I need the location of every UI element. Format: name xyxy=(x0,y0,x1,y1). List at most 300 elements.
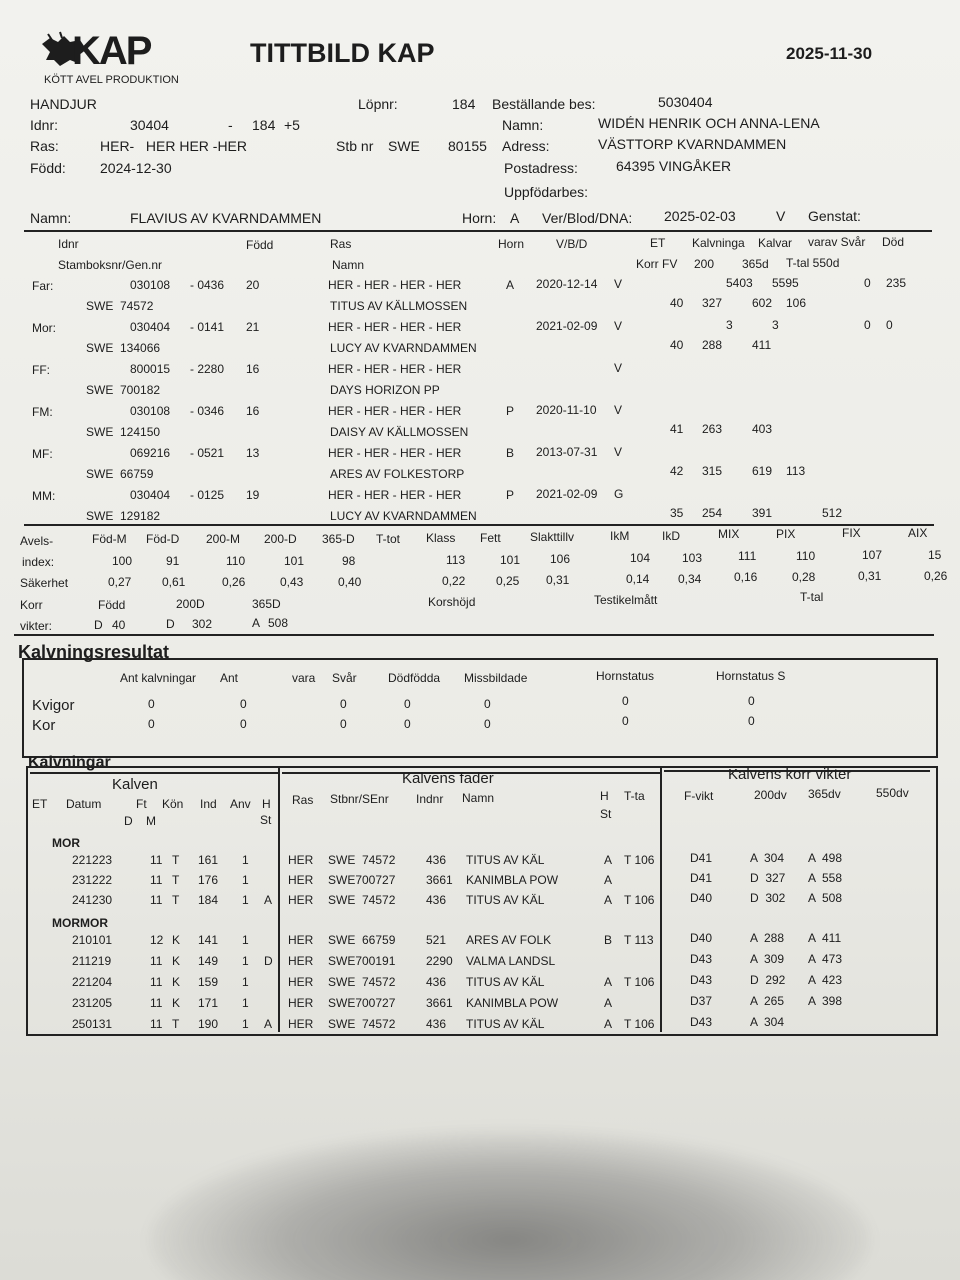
kalv-ind: 171 xyxy=(198,996,219,1010)
korshojd-label: Korshöjd xyxy=(428,595,476,609)
ped-idnr: 030108 xyxy=(130,278,171,292)
kalv-fvikt: D41 xyxy=(690,871,713,885)
ped-dod: 0 xyxy=(886,318,893,332)
kalv-fvikt: D40 xyxy=(690,931,713,945)
kalv-200dv: A 309 xyxy=(750,952,785,966)
kalv-fader-namn: KANIMBLA POW xyxy=(466,996,559,1010)
kalv-fader-indnr: 436 xyxy=(426,975,447,989)
kalv-ras: HER xyxy=(288,996,314,1010)
kalv-fader-indnr: 436 xyxy=(426,1017,447,1031)
ped-h-365: 365d xyxy=(742,257,769,271)
kalv-ras: HER xyxy=(288,975,314,989)
kalv-ras: HER xyxy=(288,954,314,968)
kalv-datum: 231205 xyxy=(72,996,113,1010)
column-divider xyxy=(660,768,662,1032)
ped-fodd: 21 xyxy=(246,320,260,334)
kalv-fader-stb: SWE700191 xyxy=(328,954,396,968)
ped-namn: TITUS AV KÄLLMOSSEN xyxy=(330,299,468,313)
ped-ras: HER - HER - HER - HER xyxy=(328,362,462,376)
kalv-kon: T xyxy=(172,853,180,867)
kres-col-header: vara xyxy=(292,671,316,685)
kalv-kon: K xyxy=(172,996,181,1010)
fodd-label: Född: xyxy=(30,160,66,176)
ped-svar: 0 xyxy=(864,276,871,290)
ped-label: MM: xyxy=(32,489,56,503)
ped-200: 327 xyxy=(702,296,723,310)
index-value: 104 xyxy=(630,551,651,565)
column-divider xyxy=(278,768,280,1032)
lopnr-label: Löpnr: xyxy=(358,96,398,112)
index-value: 106 xyxy=(550,552,571,566)
kalv-fader-tta: T 106 xyxy=(624,1017,655,1031)
saker-value: 0,26 xyxy=(222,575,246,589)
lopnr-value: 184 xyxy=(452,96,476,112)
h-m: M xyxy=(146,814,156,828)
ped-ras: HER - HER - HER - HER xyxy=(328,404,462,418)
index-value: 113 xyxy=(446,553,466,567)
kalv-fvikt: D37 xyxy=(690,994,713,1008)
ped-200: 315 xyxy=(702,464,723,478)
index-col-header: 200-M xyxy=(206,532,241,546)
kalv-kon: T xyxy=(172,893,180,907)
kres-value: 0 xyxy=(340,717,347,731)
ver-date: 2025-02-03 xyxy=(664,208,736,224)
korr-200d: 200D xyxy=(176,597,205,611)
h-fvikt: F-vikt xyxy=(684,789,714,803)
ped-vbd: V xyxy=(614,361,623,375)
kalv-365dv: A 508 xyxy=(808,891,843,905)
kalv-ft: 11 xyxy=(150,893,163,907)
h-d: D xyxy=(124,814,133,828)
ped-horn: A xyxy=(506,278,515,292)
name-label: Namn: xyxy=(30,210,72,226)
ped-stamboksnr: SWE 124150 xyxy=(86,425,161,439)
kres-col-header: Missbildade xyxy=(464,671,528,685)
ped-h-stb: Stamboksnr/Gen.nr xyxy=(58,258,163,272)
saker-value: 0,25 xyxy=(496,574,520,588)
print-date: 2025-11-30 xyxy=(786,44,873,63)
ras-value: HER- HER HER -HER xyxy=(100,138,248,154)
kres-col-header: Ant kalvningar xyxy=(120,671,197,685)
h-fst: St xyxy=(600,807,612,821)
avels-label: Avels- xyxy=(20,534,54,548)
vikt-365: 508 xyxy=(268,616,289,630)
saker-value: 0,34 xyxy=(678,572,702,586)
kalv-fvikt: D43 xyxy=(690,973,713,987)
stb-label: Stb nr xyxy=(336,138,374,154)
kalv-kon: T xyxy=(172,1017,180,1031)
kalvningar-title: Kalvningar xyxy=(28,754,111,771)
ped-vbd: V xyxy=(614,403,623,417)
kalv-fader-namn: ARES AV FOLK xyxy=(466,933,552,947)
kalv-fvikt: D40 xyxy=(690,891,713,905)
kalv-anv: 1 xyxy=(242,975,249,989)
ped-h-fodd: Född xyxy=(246,238,274,252)
kalv-fader-namn: TITUS AV KÄL xyxy=(466,893,545,907)
kalv-fvikt: D43 xyxy=(690,952,713,966)
testikel-label: Testikelmått xyxy=(594,593,658,607)
kalv-fader-h: A xyxy=(604,873,613,887)
kres-value: 0 xyxy=(622,714,629,728)
saker-label: Säkerhet xyxy=(20,576,69,590)
ped-korr-fv: 41 xyxy=(670,422,684,436)
kalv-fader-indnr: 436 xyxy=(426,893,447,907)
kalv-200dv: D 302 xyxy=(750,891,786,905)
ped-idnr: 030108 xyxy=(130,404,171,418)
ver-label: Ver/Blod/DNA: xyxy=(542,210,633,226)
saker-value: 0,31 xyxy=(546,573,570,587)
page-title: TITTBILD KAP xyxy=(250,38,435,68)
h-namn: Namn xyxy=(462,791,495,805)
divider xyxy=(24,230,932,232)
adress-value: VÄSTTORP KVARNDAMMEN xyxy=(598,136,787,152)
ped-namn: DAYS HORIZON PP xyxy=(330,383,440,397)
kres-value: 0 xyxy=(240,717,247,731)
kalv-fader-tta: T 106 xyxy=(624,893,655,907)
kalv-kon: K xyxy=(172,954,181,968)
idnr-c: +5 xyxy=(284,117,300,133)
ped-h-200: 200 xyxy=(694,257,715,271)
kres-col-header: Svår xyxy=(332,671,357,685)
kalv-fader-stb: SWE 74572 xyxy=(328,853,396,867)
kres-value: 0 xyxy=(340,697,347,711)
vikter-label: vikter: xyxy=(20,619,53,633)
saker-value: 0,31 xyxy=(858,569,882,583)
idnr-a: 30404 xyxy=(130,117,169,133)
kalv-fader-h: A xyxy=(604,1017,613,1031)
ped-korr-fv: 42 xyxy=(670,464,684,478)
ped-550: 106 xyxy=(786,296,807,310)
fodd-value: 2024-12-30 xyxy=(100,160,172,176)
kalv-fader-stb: SWE 74572 xyxy=(328,1017,396,1031)
fader-header: Kalvens fader xyxy=(402,770,494,787)
index-value: 110 xyxy=(796,549,816,563)
kres-col-header: Hornstatus S xyxy=(716,669,786,683)
kalv-fader-namn: TITUS AV KÄL xyxy=(466,975,545,989)
brand-subtitle: KÖTT AVEL PRODUKTION xyxy=(44,74,179,86)
kalv-datum: 241230 xyxy=(72,893,113,907)
kalv-ft: 11 xyxy=(150,975,163,989)
ped-idnr-suffix: - 0346 xyxy=(190,404,225,418)
ped-ras: HER - HER - HER - HER xyxy=(328,278,462,292)
index-value: 111 xyxy=(738,549,757,563)
kalv-365dv: A 558 xyxy=(808,871,843,885)
kres-value: 0 xyxy=(748,694,755,708)
ped-label: Far: xyxy=(32,279,54,293)
kalv-365dv: A 398 xyxy=(808,994,843,1008)
ped-korr-fv: 40 xyxy=(670,296,684,310)
stb-value: 80155 xyxy=(448,138,487,154)
divider xyxy=(24,524,934,526)
vikt-fodd: 40 xyxy=(112,618,126,632)
ped-vbd-date: 2013-07-31 xyxy=(536,445,598,459)
kalv-200dv: D 292 xyxy=(750,973,786,987)
ped-stamboksnr: SWE 700182 xyxy=(86,383,161,397)
ras-label: Ras: xyxy=(30,138,59,154)
kalv-datum: 250131 xyxy=(72,1017,113,1031)
h-st: St xyxy=(260,813,272,827)
kalv-365dv: A 498 xyxy=(808,851,843,865)
owner-value: WIDÉN HENRIK OCH ANNA-LENA xyxy=(598,115,820,131)
index-col-header: T-tot xyxy=(376,532,401,546)
kalv-ind: 184 xyxy=(198,893,219,907)
ped-fodd: 19 xyxy=(246,488,260,502)
ped-idnr: 069216 xyxy=(130,446,171,460)
animal-name: FLAVIUS AV KVARNDAMMEN xyxy=(130,210,322,226)
kalven-header: Kalven xyxy=(112,776,158,793)
ped-365: 619 xyxy=(752,464,773,478)
saker-value: 0,26 xyxy=(924,569,948,583)
kres-col-header: Ant xyxy=(220,671,239,685)
kalv-fader-indnr: 3661 xyxy=(426,873,453,887)
ped-365: 403 xyxy=(752,422,773,436)
ped-fodd: 13 xyxy=(246,446,260,460)
horn-label: Horn: xyxy=(462,210,497,226)
ped-namn: LUCY AV KVARNDAMMEN xyxy=(330,341,477,355)
ped-idnr-suffix: - 0436 xyxy=(190,278,225,292)
kalv-ind: 141 xyxy=(198,933,219,947)
saker-value: 0,40 xyxy=(338,575,362,589)
saker-value: 0,22 xyxy=(442,574,466,588)
idnr-dash: - xyxy=(228,117,233,133)
uppf-label: Uppfödarbes: xyxy=(504,184,589,200)
ped-365: 411 xyxy=(752,338,772,352)
vikt-200-grade: D xyxy=(166,617,175,631)
ped-svar: 0 xyxy=(864,318,871,332)
index-col-header: Fett xyxy=(480,531,501,545)
ped-h-idnr: Idnr xyxy=(58,237,79,251)
ped-h-kalvninga: Kalvninga xyxy=(692,236,745,250)
owner-label: Namn: xyxy=(502,117,544,133)
ped-horn: P xyxy=(506,488,515,502)
saker-value: 0,28 xyxy=(792,570,816,584)
kalv-h: A xyxy=(264,893,273,907)
ped-365: 602 xyxy=(752,296,773,310)
korr-fodd: Född xyxy=(98,598,126,612)
postadress-value: 64395 VINGÅKER xyxy=(616,158,732,174)
kres-value: 0 xyxy=(148,697,155,711)
saker-value: 0,14 xyxy=(626,572,650,586)
kalv-ft: 11 xyxy=(150,853,163,867)
saker-value: 0,43 xyxy=(280,575,304,589)
kalv-fader-stb: SWE700727 xyxy=(328,873,396,887)
ped-h-vbd: V/B/D xyxy=(556,237,588,251)
ped-idnr-suffix: - 2280 xyxy=(190,362,225,376)
ped-fodd: 16 xyxy=(246,362,260,376)
ped-550: 512 xyxy=(822,506,843,520)
kalv-kon: K xyxy=(172,933,181,947)
saker-value: 0,27 xyxy=(108,575,132,589)
kalv-fader-h: A xyxy=(604,853,613,867)
vikt-365-grade: A xyxy=(252,616,261,630)
sex-label: HANDJUR xyxy=(30,96,97,112)
ped-stamboksnr: SWE 134066 xyxy=(86,341,161,355)
stb-country: SWE xyxy=(388,138,420,154)
index-value: 15 xyxy=(928,548,942,562)
kres-row-label: Kor xyxy=(32,717,56,734)
ped-fodd: 20 xyxy=(246,278,260,292)
ped-stamboksnr: SWE 129182 xyxy=(86,509,161,523)
shadow-overlay xyxy=(150,1130,870,1280)
index-col-header: IkD xyxy=(662,529,680,543)
ped-200: 288 xyxy=(702,338,723,352)
ped-365: 391 xyxy=(752,506,773,520)
saker-value: 0,61 xyxy=(162,575,186,589)
kalv-datum: 221204 xyxy=(72,975,113,989)
kalv-365dv: A 423 xyxy=(808,973,843,987)
ped-idnr: 030404 xyxy=(130,320,171,334)
kalv-ind: 161 xyxy=(198,853,219,867)
kalv-ras: HER xyxy=(288,873,314,887)
kalv-fader-namn: VALMA LANDSL xyxy=(466,954,556,968)
kalvningsresultat-title: Kalvningsresultat xyxy=(18,642,170,662)
kalv-fader-indnr: 3661 xyxy=(426,996,453,1010)
ped-label: MF: xyxy=(32,447,53,461)
kalv-ras: HER xyxy=(288,933,314,947)
kalv-ft: 12 xyxy=(150,933,164,947)
ped-vbd: V xyxy=(614,277,623,291)
index-col-header: FIX xyxy=(842,526,861,540)
kalv-ind: 190 xyxy=(198,1017,219,1031)
kalv-365dv: A 473 xyxy=(808,952,843,966)
idnr-b: 184 xyxy=(252,117,276,133)
kalv-anv: 1 xyxy=(242,933,249,947)
index-col-header: 200-D xyxy=(264,532,297,546)
kalv-fader-h: A xyxy=(604,996,613,1010)
kres-value: 0 xyxy=(484,697,491,711)
kalv-fader-tta: T 106 xyxy=(624,975,655,989)
ped-vbd-date: 2021-02-09 xyxy=(536,319,598,333)
index-value: 91 xyxy=(166,554,180,568)
kres-value: 0 xyxy=(240,697,247,711)
ped-horn: P xyxy=(506,404,515,418)
ped-idnr-suffix: - 0521 xyxy=(190,446,225,460)
index-col-header: PIX xyxy=(776,527,796,541)
horn-value: A xyxy=(510,210,520,226)
ped-label: Mor: xyxy=(32,321,56,335)
index-col-header: MIX xyxy=(718,527,740,541)
index-value: 101 xyxy=(284,554,305,568)
kalv-kon: T xyxy=(172,873,180,887)
kalv-fader-h: B xyxy=(604,933,613,947)
ped-idnr-suffix: - 0125 xyxy=(190,488,225,502)
kalv-kon: K xyxy=(172,975,181,989)
ped-namn: ARES AV FOLKESTORP xyxy=(330,467,465,481)
kalv-200dv: A 304 xyxy=(750,1015,785,1029)
kalv-anv: 1 xyxy=(242,996,249,1010)
ped-ras: HER - HER - HER - HER xyxy=(328,320,462,334)
ttal-label: T-tal xyxy=(800,590,824,604)
ped-h-ttal: T-tal 550d xyxy=(786,256,840,270)
kalv-anv: 1 xyxy=(242,873,249,887)
ped-label: FM: xyxy=(32,405,53,419)
ped-stamboksnr: SWE 74572 xyxy=(86,299,154,313)
ped-vbd-date: 2020-11-10 xyxy=(536,403,597,417)
kalv-ras: HER xyxy=(288,1017,314,1031)
kalv-200dv: A 304 xyxy=(750,851,785,865)
kalv-ras: HER xyxy=(288,853,314,867)
vikter-header: Kalvens korr vikter xyxy=(728,766,852,783)
kalv-anv: 1 xyxy=(242,1017,249,1031)
kres-value: 0 xyxy=(622,694,629,708)
ped-korr-fv: 35 xyxy=(670,506,684,520)
ped-kalvningar: 5403 xyxy=(726,276,753,290)
best-label: Beställande bes: xyxy=(492,96,596,112)
kalv-ind: 176 xyxy=(198,873,219,887)
index-col-header: AIX xyxy=(908,526,928,540)
kalv-200dv: D 327 xyxy=(750,871,786,885)
kalv-ind: 149 xyxy=(198,954,219,968)
ped-vbd: V xyxy=(614,445,623,459)
h-kon: Kön xyxy=(162,797,184,811)
kalv-fader-namn: TITUS AV KÄL xyxy=(466,1017,545,1031)
kalv-ft: 11 xyxy=(150,996,163,1010)
kalv-fader-tta: T 113 xyxy=(624,933,654,947)
index-value: 110 xyxy=(226,554,246,568)
divider xyxy=(14,634,934,636)
korr-365d: 365D xyxy=(252,597,281,611)
divider xyxy=(30,772,278,774)
index-col-header: Klass xyxy=(426,531,456,545)
ped-kalvar: 5595 xyxy=(772,276,799,290)
kalv-datum: 231222 xyxy=(72,873,113,887)
ped-korr-fv: 40 xyxy=(670,338,684,352)
ped-200: 263 xyxy=(702,422,723,436)
h-et: ET xyxy=(32,797,48,811)
kalv-fader-stb: SWE 66759 xyxy=(328,933,396,947)
kres-row-label: Kvigor xyxy=(32,697,75,714)
kalv-fvikt: D41 xyxy=(690,851,713,865)
kalv-ind: 159 xyxy=(198,975,219,989)
kalv-fader-h: A xyxy=(604,975,613,989)
saker-value: 0,16 xyxy=(734,570,758,584)
best-value: 5030404 xyxy=(658,94,713,110)
kalv-datum: 211219 xyxy=(72,954,112,968)
kalv-fader-namn: KANIMBLA POW xyxy=(466,873,559,887)
ped-h-korr: Korr FV xyxy=(636,257,678,271)
idnr-label: Idnr: xyxy=(30,117,59,133)
kalv-200dv: A 265 xyxy=(750,994,785,1008)
index-value: 107 xyxy=(862,548,883,562)
index-col-header: Föd-M xyxy=(92,532,127,546)
h-ft: Ft xyxy=(136,797,147,811)
h-550dv: 550dv xyxy=(876,786,909,800)
index-label: index: xyxy=(22,555,55,569)
vikt-fodd-grade: D xyxy=(94,618,103,632)
ped-h-ras: Ras xyxy=(330,237,352,251)
ped-dod: 235 xyxy=(886,276,907,290)
ped-namn: DAISY AV KÄLLMOSSEN xyxy=(330,425,469,439)
index-value: 101 xyxy=(500,553,521,567)
h-stbnr: Stbnr/SEnr xyxy=(330,792,389,806)
kalv-datum: 210101 xyxy=(72,933,113,947)
index-value: 100 xyxy=(112,554,133,568)
kres-col-header: Dödfödda xyxy=(388,671,441,685)
ped-label: FF: xyxy=(32,363,50,377)
kalv-fvikt: D43 xyxy=(690,1015,713,1029)
ped-vbd: V xyxy=(614,319,623,333)
kalv-anv: 1 xyxy=(242,954,249,968)
kres-col-header: Hornstatus xyxy=(596,669,655,683)
ped-idnr-suffix: - 0141 xyxy=(190,320,225,334)
ped-200: 254 xyxy=(702,506,723,520)
kres-value: 0 xyxy=(748,714,755,728)
ped-h-horn: Horn xyxy=(498,237,525,251)
kres-value: 0 xyxy=(404,717,411,731)
index-col-header: Föd-D xyxy=(146,532,180,546)
ped-kalvningar: 3 xyxy=(726,318,733,332)
ped-h-kalvar: Kalvar xyxy=(758,236,793,250)
